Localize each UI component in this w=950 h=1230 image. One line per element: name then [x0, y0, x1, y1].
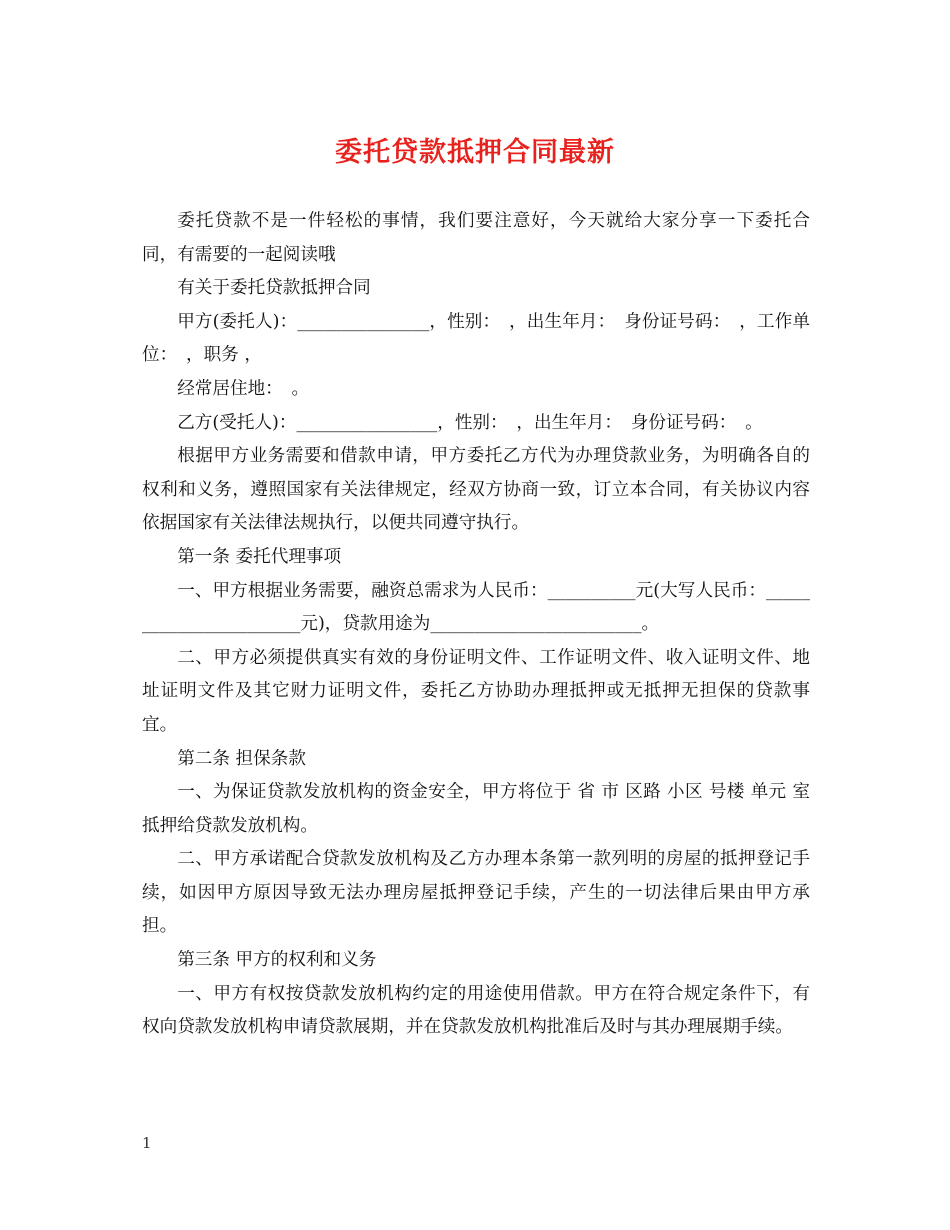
- article-2-clause-2: 二、甲方承诺配合贷款发放机构及乙方办理本条第一款列明的房屋的抵押登记手续，如因甲方原因导致无法办理房屋抵押登记手续，产生的一切法律后果由甲方承担。: [142, 849, 810, 937]
- paragraph-preamble: 根据甲方业务需要和借款申请，甲方委托乙方代为办理贷款业务，为明确各自的权利和义务，遵照国家有关法律规定，经双方协商一致，订立本合同，有关协议内容依据国家有关法律法规执行，以便共同遵守执行。: [142, 446, 810, 534]
- article-2-heading: 第二条 担保条款: [177, 748, 306, 769]
- page-number: 1: [142, 1134, 152, 1152]
- article-2-clause-1: 一、为保证贷款发放机构的资金安全，甲方将位于 省 市 区路 小区 号楼 单元 室抵押给贷款发放机构。: [142, 782, 810, 836]
- paragraph-intro: 委托贷款不是一件轻松的事情，我们要注意好，今天就给大家分享一下委托合同，有需要的一起阅读哦: [142, 211, 810, 265]
- article-3-heading: 第三条 甲方的权利和义务: [177, 950, 377, 971]
- article-1-clause-2: 二、甲方必须提供真实有效的身份证明文件、工作证明文件、收入证明文件、地址证明文件及其它财力证明文件，委托乙方协助办理抵押或无抵押无担保的贷款事宜。: [142, 647, 810, 735]
- document-title: 委托贷款抵押合同最新: [335, 137, 615, 168]
- document-body: [142, 205, 810, 1045]
- paragraph-party-a-residence: 经常居住地： 。: [177, 378, 310, 399]
- paragraph-subtitle: 有关于委托贷款抵押合同: [177, 278, 371, 299]
- article-1-clause-1: 一、甲方根据业务需要，融资总需求为人民币：__________元(大写人民币：_______________________元)，贷款用途为________________________。: [142, 580, 810, 635]
- article-1-heading: 第一条 委托代理事项: [177, 546, 342, 567]
- paragraph-party-a: 甲方(委托人)：_______________，性别： ，出生年月： 身份证号码： ，工作单位： ，职务 ，: [142, 311, 810, 366]
- article-3-clause-1: 一、甲方有权按贷款发放机构约定的用途使用借款。甲方在符合规定条件下，有权向贷款发放机构申请贷款展期，并在贷款发放机构批准后及时与其办理展期手续。: [142, 983, 810, 1038]
- paragraph-party-b: 乙方(受托人)：________________，性别： ，出生年月： 身份证号码： 。: [177, 412, 763, 433]
